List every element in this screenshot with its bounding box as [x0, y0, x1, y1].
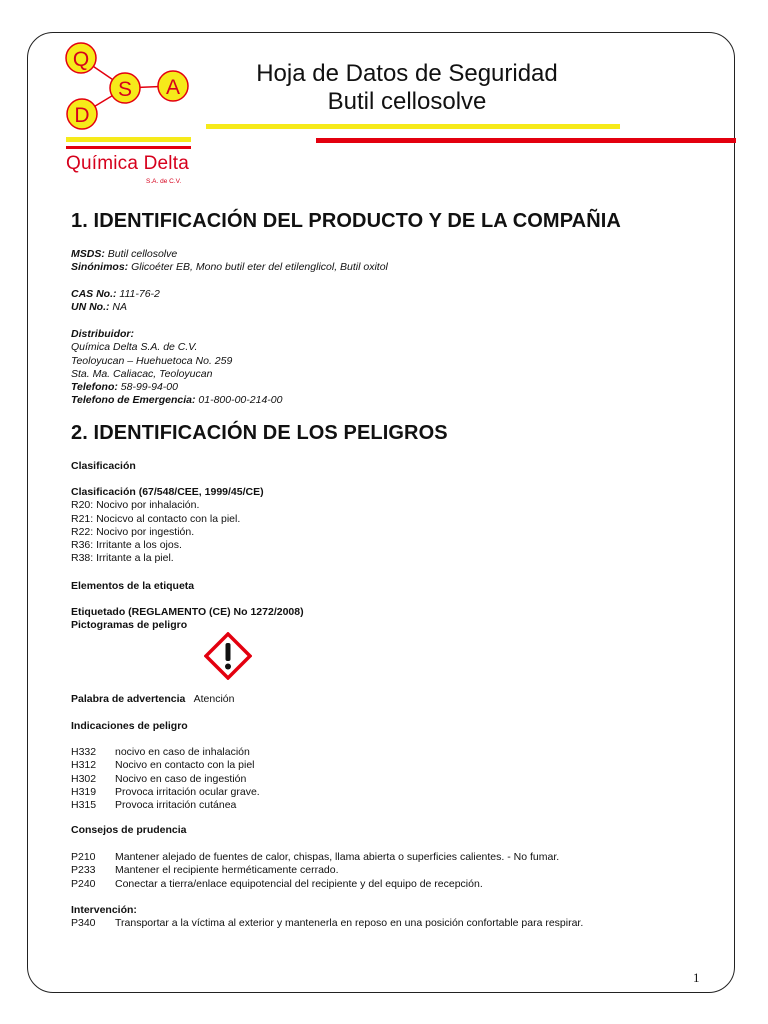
section-1-heading: 1. IDENTIFICACIÓN DEL PRODUCTO Y DE LA COMPAÑIA	[71, 210, 621, 232]
classification-ce-block	[71, 486, 264, 566]
exclamation-mark-hazard-icon	[204, 632, 252, 680]
list-item: H332 nocivo en caso de inhalación	[71, 746, 250, 758]
intervention-block	[71, 904, 583, 931]
signal-word-value: Atención	[193, 693, 235, 705]
title-line-1: Hoja de Datos de Seguridad	[256, 60, 558, 87]
un-line: UN No.: NA	[71, 301, 128, 314]
title-line-2: Butil cellosolve	[327, 88, 487, 115]
company-suffix: S.A. de C.V.	[146, 178, 182, 185]
list-item: H315 Provoca irritación cutánea	[71, 799, 237, 812]
pictograms-label: Pictogramas de peligro	[71, 619, 188, 632]
list-item: H312 Nocivo en contacto con la piel	[71, 759, 255, 772]
company-name: Química Delta	[66, 153, 189, 174]
labelling-block	[71, 606, 304, 633]
r-phrase: R38: Irritante a la piel.	[71, 552, 174, 565]
emergency-phone-line: Telefono de Emergencia: 01-800-00-214-00	[71, 394, 283, 407]
synonyms-line: Sinónimos: Glicoéter EB, Mono butil eter del etilenglicol, Butil oxitol	[71, 261, 388, 274]
signal-word-line	[71, 693, 234, 706]
hazard-statements-heading: Indicaciones de peligro	[71, 720, 188, 732]
logo-letter-d: D	[74, 104, 90, 127]
list-item: H302 Nocivo en caso de ingestión	[71, 772, 247, 785]
section-2-heading: 2. IDENTIFICACIÓN DE LOS PELIGROS	[71, 422, 448, 444]
distributor-line: Teoloyucan – Huehuetoca No. 259	[71, 354, 233, 367]
phone-line: Telefono: 58-99-94-00	[71, 381, 178, 394]
distributor-block	[71, 328, 282, 408]
list-item: P340 Transportar a la víctima al exterior y mantenerla en reposo en una posición confortable para respirar.	[71, 917, 584, 930]
msds-line: MSDS: Butil cellosolve	[71, 248, 178, 260]
header-red-bar	[316, 138, 736, 143]
r-phrase: R21: Nocicvo al contacto con la piel.	[71, 512, 241, 525]
distributor-label: Distribuidor:	[71, 328, 134, 340]
header-yellow-bar	[206, 124, 620, 129]
list-item: P233 Mantener el recipiente herméticamente cerrado.	[71, 864, 339, 877]
logo-red-bar	[66, 146, 191, 149]
signal-word-label: Palabra de advertencia	[71, 693, 186, 705]
r-phrase: R36: Irritante a los ojos.	[71, 539, 182, 552]
hazard-statements-list	[71, 746, 260, 812]
r-phrase: R22: Nocivo por ingestión.	[71, 525, 195, 538]
distributor-line: Química Delta S.A. de C.V.	[71, 341, 198, 354]
precautionary-list	[71, 851, 559, 891]
list-item: P240 Conectar a tierra/enlace equipotencial del recipiente y del equipo de recepción.	[71, 877, 483, 890]
precautionary-heading: Consejos de prudencia	[71, 824, 187, 836]
classification-label: Clasificación	[71, 460, 136, 472]
labelling-regulation: Etiquetado (REGLAMENTO (CE) No 1272/2008)	[71, 606, 304, 618]
label-elements-heading: Elementos de la etiqueta	[71, 580, 195, 592]
r-phrase: R20: Nocivo por inhalación.	[71, 499, 200, 512]
cas-line: CAS No.: 111-76-2	[71, 288, 160, 300]
classification-ce-title: Clasificación (67/548/CEE, 1999/45/CE)	[71, 486, 264, 498]
logo-letter-a: A	[165, 76, 181, 99]
logo-letter-q: Q	[72, 48, 90, 71]
numbers-block	[71, 288, 160, 315]
page-number: 1	[693, 970, 700, 985]
list-item: H319 Provoca irritación ocular grave.	[71, 785, 260, 798]
distributor-line: Sta. Ma. Caliacac, Teoloyucan	[71, 367, 213, 380]
identification-block	[71, 248, 388, 275]
logo-letter-s: S	[117, 78, 133, 101]
document-title	[232, 60, 582, 116]
list-item: P210 Mantener alejado de fuentes de calor, chispas, llama abierta o superficies calientes. - No fumar.	[71, 851, 560, 863]
intervention-label: Intervención:	[71, 904, 137, 916]
logo-yellow-bar	[66, 137, 191, 142]
